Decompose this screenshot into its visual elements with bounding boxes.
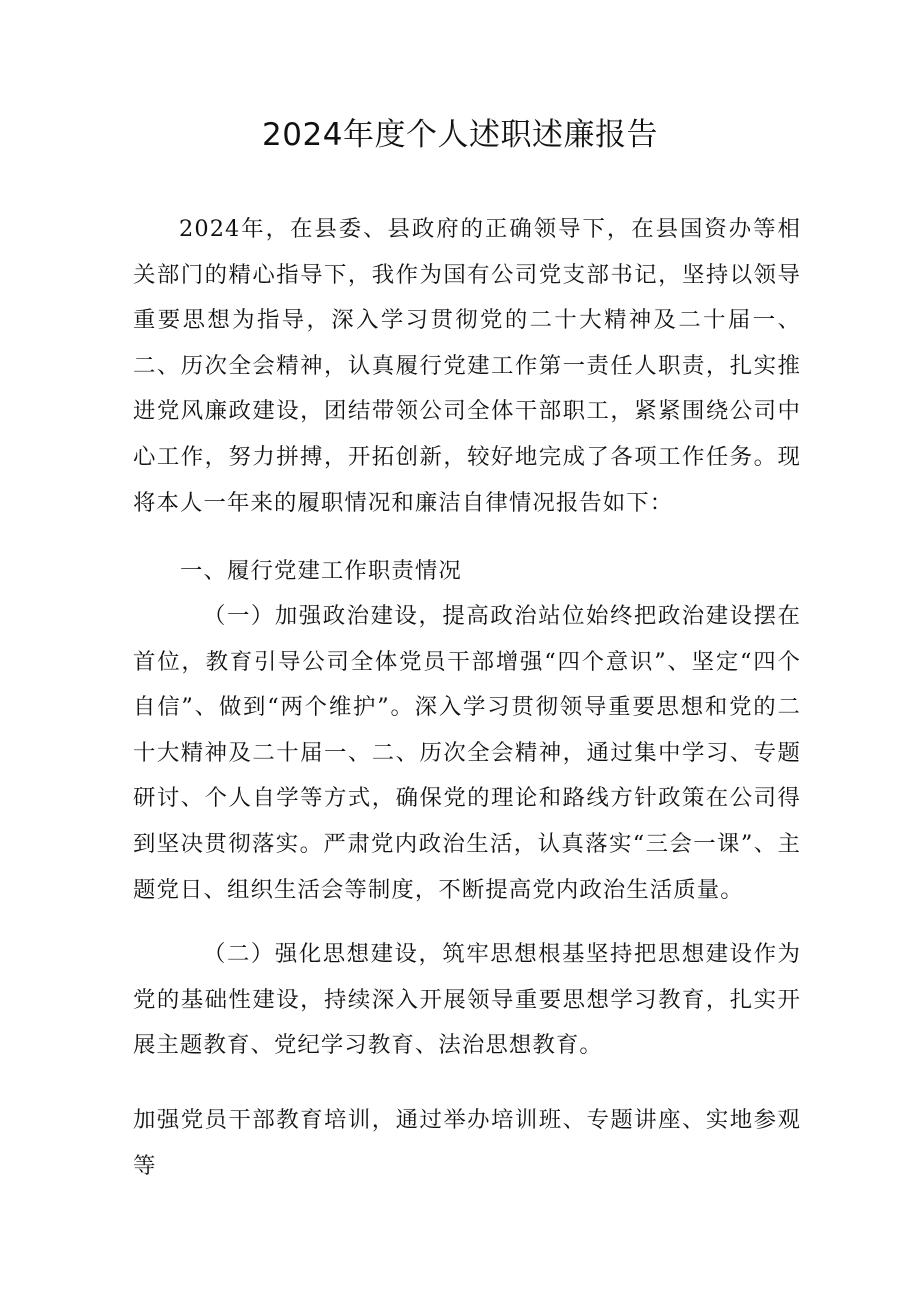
last-paragraph: 加强党员干部教育培训，通过举办培训班、专题讲座、实地参观等 — [133, 1107, 801, 1179]
document-title: 2024年度个人述职述廉报告 — [262, 117, 658, 153]
subsection-2-paragraph: （二）强化思想建设，筑牢思想根基坚持把思想建设作为党的基础性建设，持续深入开展领导重要思想学习教育，扎实开展主题教育、党纪学习教育、法治思想教育。 — [133, 941, 801, 1059]
subsection-1-paragraph: （一）加强政治建设，提高政治站位始终把政治建设摆在首位，教育引导公司全体党员干部增强“四个意识”、坚定“四个自信”、做到“两个维护”。深入学习贯彻领导重要思想和党的二十大精神及二十届一、二、历次全会精神，通过集中学习、专题研讨、个人自学等方式，确保党的理论和路线方针政策在公司得到坚决贯彻落实。严肃党内政治生活，认真落实“三会一课”、主题党日、组织生活会等制度，不断提高党内政治生活质量。 — [133, 603, 801, 903]
last-paragraph-block — [133, 1098, 801, 1189]
section-heading-1: 一、履行党建工作职责情况 — [180, 558, 462, 584]
intro-paragraph-block — [133, 207, 801, 526]
subsection-1-block — [133, 594, 801, 913]
subsection-2-block — [133, 932, 801, 1069]
intro-paragraph: 2024年，在县委、县政府的正确领导下，在县国资办等相关部门的精心指导下，我作为国有公司党支部书记，坚持以领导重要思想为指导，深入学习贯彻党的二十大精神及二十届一、二、历次全会精神，认真履行党建工作第一责任人职责，扎实推进党风廉政建设，团结带领公司全体干部职工，紧紧围绕公司中心工作，努力拼搏，开拓创新，较好地完成了各项工作任务。现将本人一年来的履职情况和廉洁自律情况报告如下： — [133, 216, 801, 516]
